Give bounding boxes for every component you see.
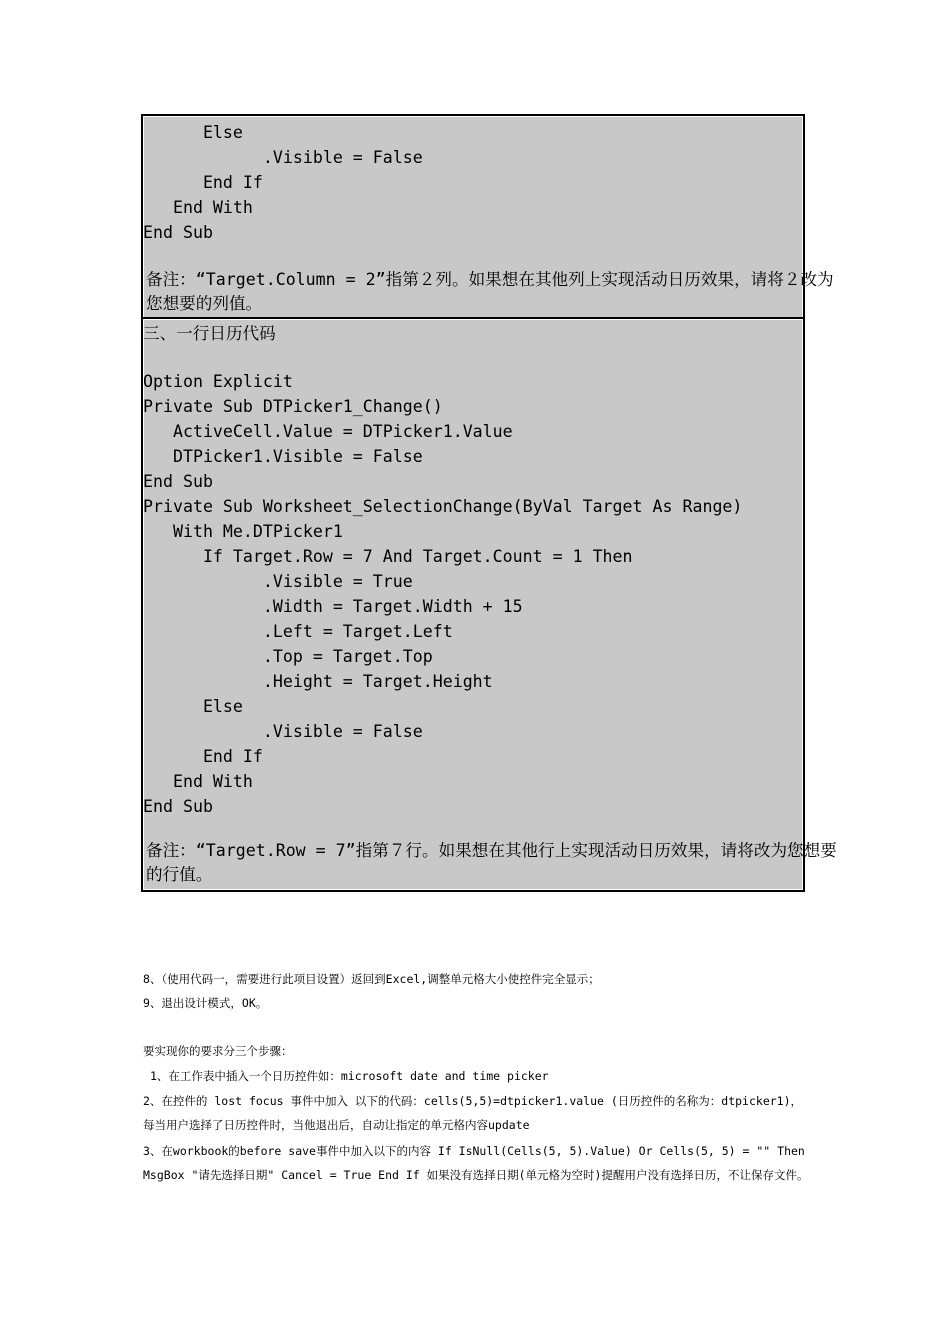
section-heading: 三、一行日历代码 bbox=[143, 324, 276, 343]
code-cell-1 bbox=[141, 114, 834, 320]
code-line: .Visible = False bbox=[143, 148, 423, 167]
code-line: .Top = Target.Top bbox=[143, 647, 433, 666]
step-9: 9、退出设计模式，OK。 bbox=[143, 996, 268, 1010]
code-line: End Sub bbox=[143, 223, 213, 242]
code-line: Option Explicit bbox=[143, 372, 293, 391]
code-line: Else bbox=[143, 123, 243, 142]
step-b-3: 3、在workbook的before save事件中加入以下的内容 If IsNull(Cells(5, 5).Value) Or Cells(5, 5) = "" Then MsgBox "请先选择日期" Cancel = True End If 如果没有选择日期(单元格为空时)提醒用户没有选择日历，不让保存文件。 bbox=[143, 1144, 812, 1182]
note-row: 备注：“Target.Row = 7”指第７行。如果想在其他行上实现活动日历效果，请将改为您想要的行值。 bbox=[146, 841, 837, 884]
code-line: End Sub bbox=[143, 797, 213, 816]
code-line: Else bbox=[143, 697, 243, 716]
code-line: End Sub bbox=[143, 472, 213, 491]
note-column: 备注：“Target.Column = 2”指第２列。如果想在其他列上实现活动日历效果，请将２改为您想要的列值。 bbox=[146, 270, 834, 313]
code-line: With Me.DTPicker1 bbox=[143, 522, 343, 541]
code-line: .Visible = True bbox=[143, 572, 413, 591]
code-line: End With bbox=[143, 772, 253, 791]
code-line: .Visible = False bbox=[143, 722, 423, 741]
code-line: End If bbox=[143, 747, 263, 766]
code-line: Private Sub DTPicker1_Change() bbox=[143, 397, 443, 416]
step-b-1: 1、在工作表中插入一个日历控件如：microsoft date and time picker bbox=[143, 1069, 549, 1083]
code-line: .Height = Target.Height bbox=[143, 672, 493, 691]
code-line: End With bbox=[143, 198, 253, 217]
steps-intro: 要实现你的要求分三个步骤： bbox=[143, 1044, 293, 1058]
code-line: ActiveCell.Value = DTPicker1.Value bbox=[143, 422, 513, 441]
code-line: End If bbox=[143, 173, 263, 192]
code-line: If Target.Row = 7 And Target.Count = 1 Then bbox=[143, 547, 633, 566]
code-cell-2 bbox=[141, 317, 837, 892]
code-line: .Left = Target.Left bbox=[143, 622, 453, 641]
code-line: .Width = Target.Width + 15 bbox=[143, 597, 523, 616]
step-8: 8、（使用代码一，需要进行此项目设置）返回到Excel,调整单元格大小使控件完全显示； bbox=[143, 972, 600, 986]
step-b-2: 2、在控件的 lost focus 事件中加入 以下的代码：cells(5,5)=dtpicker1.value (日历控件的名称为：dtpicker1)，每当用户选择了日历控件时，当他退出后，自动让指定的单元格内容update bbox=[143, 1094, 803, 1132]
code-line: DTPicker1.Visible = False bbox=[143, 447, 423, 466]
code-line: Private Sub Worksheet_SelectionChange(ByVal Target As Range) bbox=[143, 497, 743, 516]
